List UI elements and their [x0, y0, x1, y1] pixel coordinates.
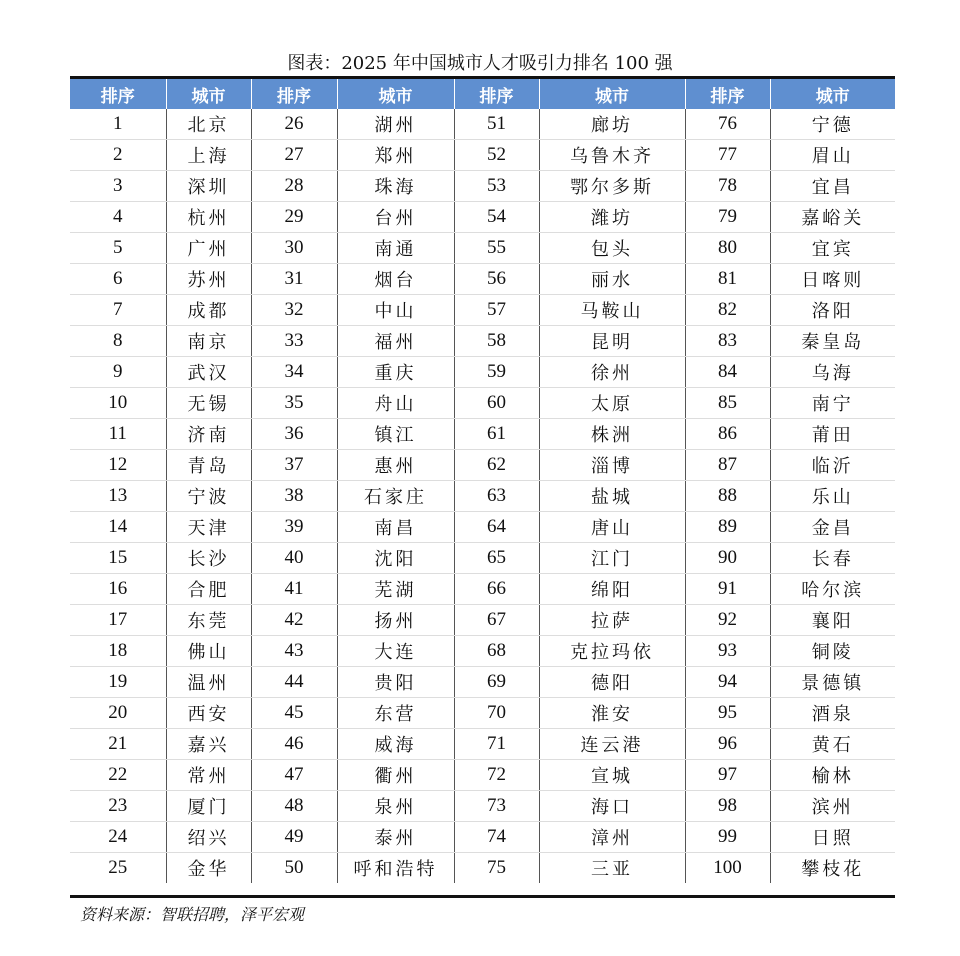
rank-cell: 82 — [685, 295, 770, 326]
city-cell: 合肥 — [166, 574, 251, 605]
rank-cell: 28 — [251, 171, 337, 202]
rank-cell: 54 — [454, 202, 539, 233]
table-row — [70, 233, 895, 264]
table-row — [70, 295, 895, 326]
rank-cell: 100 — [685, 853, 770, 884]
table-row — [70, 171, 895, 202]
rank-cell: 17 — [70, 605, 166, 636]
city-cell: 湖州 — [337, 109, 454, 140]
city-cell: 铜陵 — [770, 636, 895, 667]
city-cell: 金昌 — [770, 512, 895, 543]
table-row — [70, 140, 895, 171]
city-cell: 济南 — [166, 419, 251, 450]
rank-cell: 89 — [685, 512, 770, 543]
rank-cell: 74 — [454, 822, 539, 853]
city-cell: 襄阳 — [770, 605, 895, 636]
rank-cell: 6 — [70, 264, 166, 295]
city-cell: 乐山 — [770, 481, 895, 512]
rank-cell: 27 — [251, 140, 337, 171]
city-cell: 镇江 — [337, 419, 454, 450]
rank-cell: 10 — [70, 388, 166, 419]
header-rank: 排序 — [70, 79, 166, 109]
rank-cell: 41 — [251, 574, 337, 605]
table-row — [70, 264, 895, 295]
rank-cell: 66 — [454, 574, 539, 605]
city-cell: 宁德 — [770, 109, 895, 140]
city-cell: 丽水 — [539, 264, 685, 295]
rank-cell: 49 — [251, 822, 337, 853]
rank-cell: 99 — [685, 822, 770, 853]
rank-cell: 35 — [251, 388, 337, 419]
city-cell: 惠州 — [337, 450, 454, 481]
city-cell: 嘉峪关 — [770, 202, 895, 233]
rank-cell: 93 — [685, 636, 770, 667]
city-cell: 眉山 — [770, 140, 895, 171]
rank-cell: 67 — [454, 605, 539, 636]
rank-cell: 9 — [70, 357, 166, 388]
header-rank: 排序 — [454, 79, 539, 109]
table-row — [70, 450, 895, 481]
rank-cell: 64 — [454, 512, 539, 543]
city-cell: 重庆 — [337, 357, 454, 388]
rank-cell: 38 — [251, 481, 337, 512]
header-city: 城市 — [539, 79, 685, 109]
city-cell: 北京 — [166, 109, 251, 140]
table-body — [70, 109, 895, 883]
city-cell: 克拉玛依 — [539, 636, 685, 667]
city-cell: 佛山 — [166, 636, 251, 667]
rank-cell: 20 — [70, 698, 166, 729]
city-cell: 舟山 — [337, 388, 454, 419]
rank-cell: 85 — [685, 388, 770, 419]
table-row — [70, 636, 895, 667]
rank-cell: 61 — [454, 419, 539, 450]
rank-cell: 91 — [685, 574, 770, 605]
rank-cell: 52 — [454, 140, 539, 171]
rank-cell: 39 — [251, 512, 337, 543]
city-cell: 滨州 — [770, 791, 895, 822]
city-cell: 哈尔滨 — [770, 574, 895, 605]
rank-cell: 13 — [70, 481, 166, 512]
rank-cell: 53 — [454, 171, 539, 202]
city-cell: 常州 — [166, 760, 251, 791]
city-cell: 太原 — [539, 388, 685, 419]
rank-cell: 56 — [454, 264, 539, 295]
city-cell: 杭州 — [166, 202, 251, 233]
city-cell: 衢州 — [337, 760, 454, 791]
city-cell: 唐山 — [539, 512, 685, 543]
table-row — [70, 605, 895, 636]
rank-cell: 32 — [251, 295, 337, 326]
city-cell: 榆林 — [770, 760, 895, 791]
city-cell: 呼和浩特 — [337, 853, 454, 884]
rank-cell: 33 — [251, 326, 337, 357]
city-cell: 温州 — [166, 667, 251, 698]
rank-cell: 43 — [251, 636, 337, 667]
city-cell: 淄博 — [539, 450, 685, 481]
city-cell: 沈阳 — [337, 543, 454, 574]
rank-cell: 83 — [685, 326, 770, 357]
table-row — [70, 388, 895, 419]
city-cell: 泰州 — [337, 822, 454, 853]
rank-cell: 1 — [70, 109, 166, 140]
city-cell: 徐州 — [539, 357, 685, 388]
rank-cell: 46 — [251, 729, 337, 760]
city-cell: 长沙 — [166, 543, 251, 574]
table-row — [70, 574, 895, 605]
table-title: 图表：2025 年中国城市人才吸引力排名 100 强 — [287, 53, 673, 74]
city-cell: 莆田 — [770, 419, 895, 450]
rank-cell: 2 — [70, 140, 166, 171]
table-row — [70, 512, 895, 543]
city-cell: 大连 — [337, 636, 454, 667]
city-cell: 南宁 — [770, 388, 895, 419]
city-cell: 乌海 — [770, 357, 895, 388]
city-cell: 乌鲁木齐 — [539, 140, 685, 171]
city-cell: 苏州 — [166, 264, 251, 295]
rank-cell: 37 — [251, 450, 337, 481]
rank-cell: 62 — [454, 450, 539, 481]
rank-cell: 40 — [251, 543, 337, 574]
rank-cell: 30 — [251, 233, 337, 264]
rank-cell: 51 — [454, 109, 539, 140]
rank-cell: 47 — [251, 760, 337, 791]
city-cell: 珠海 — [337, 171, 454, 202]
table-row — [70, 853, 895, 884]
city-cell: 株洲 — [539, 419, 685, 450]
city-cell: 西安 — [166, 698, 251, 729]
rank-cell: 94 — [685, 667, 770, 698]
city-cell: 潍坊 — [539, 202, 685, 233]
city-cell: 威海 — [337, 729, 454, 760]
city-cell: 石家庄 — [337, 481, 454, 512]
rank-cell: 19 — [70, 667, 166, 698]
city-cell: 酒泉 — [770, 698, 895, 729]
header-city: 城市 — [770, 79, 895, 109]
city-cell: 漳州 — [539, 822, 685, 853]
table-row — [70, 791, 895, 822]
rank-cell: 5 — [70, 233, 166, 264]
city-cell: 南京 — [166, 326, 251, 357]
city-cell: 长春 — [770, 543, 895, 574]
rank-cell: 29 — [251, 202, 337, 233]
rank-cell: 12 — [70, 450, 166, 481]
rank-cell: 26 — [251, 109, 337, 140]
rank-cell: 73 — [454, 791, 539, 822]
city-cell: 临沂 — [770, 450, 895, 481]
rank-cell: 36 — [251, 419, 337, 450]
rank-cell: 34 — [251, 357, 337, 388]
rank-cell: 4 — [70, 202, 166, 233]
city-cell: 东莞 — [166, 605, 251, 636]
city-cell: 厦门 — [166, 791, 251, 822]
city-cell: 绵阳 — [539, 574, 685, 605]
city-cell: 日照 — [770, 822, 895, 853]
rank-cell: 65 — [454, 543, 539, 574]
city-cell: 日喀则 — [770, 264, 895, 295]
rank-cell: 48 — [251, 791, 337, 822]
rank-cell: 11 — [70, 419, 166, 450]
city-cell: 成都 — [166, 295, 251, 326]
rank-cell: 58 — [454, 326, 539, 357]
rank-cell: 81 — [685, 264, 770, 295]
city-cell: 无锡 — [166, 388, 251, 419]
rank-cell: 50 — [251, 853, 337, 884]
city-cell: 芜湖 — [337, 574, 454, 605]
rank-cell: 70 — [454, 698, 539, 729]
rank-cell: 97 — [685, 760, 770, 791]
rank-cell: 63 — [454, 481, 539, 512]
city-cell: 青岛 — [166, 450, 251, 481]
table-row — [70, 760, 895, 791]
header-row — [70, 79, 895, 109]
rank-cell: 78 — [685, 171, 770, 202]
rank-cell: 55 — [454, 233, 539, 264]
table-row — [70, 481, 895, 512]
table-row — [70, 109, 895, 140]
city-cell: 盐城 — [539, 481, 685, 512]
rank-cell: 25 — [70, 853, 166, 884]
rank-cell: 14 — [70, 512, 166, 543]
rank-cell: 22 — [70, 760, 166, 791]
rank-cell: 95 — [685, 698, 770, 729]
city-cell: 宜昌 — [770, 171, 895, 202]
city-cell: 三亚 — [539, 853, 685, 884]
table-row — [70, 822, 895, 853]
city-cell: 泉州 — [337, 791, 454, 822]
rank-cell: 45 — [251, 698, 337, 729]
city-cell: 广州 — [166, 233, 251, 264]
rank-cell: 71 — [454, 729, 539, 760]
rank-cell: 44 — [251, 667, 337, 698]
rank-cell: 86 — [685, 419, 770, 450]
city-cell: 南昌 — [337, 512, 454, 543]
city-cell: 鄂尔多斯 — [539, 171, 685, 202]
city-cell: 中山 — [337, 295, 454, 326]
rank-cell: 90 — [685, 543, 770, 574]
city-cell: 海口 — [539, 791, 685, 822]
table-row — [70, 543, 895, 574]
city-cell: 贵阳 — [337, 667, 454, 698]
rank-cell: 96 — [685, 729, 770, 760]
ranking-table — [70, 79, 895, 883]
table-row — [70, 326, 895, 357]
rank-cell: 42 — [251, 605, 337, 636]
rank-cell: 23 — [70, 791, 166, 822]
header-rank: 排序 — [251, 79, 337, 109]
city-cell: 秦皇岛 — [770, 326, 895, 357]
rank-cell: 75 — [454, 853, 539, 884]
city-cell: 扬州 — [337, 605, 454, 636]
rank-cell: 80 — [685, 233, 770, 264]
rank-cell: 57 — [454, 295, 539, 326]
city-cell: 洛阳 — [770, 295, 895, 326]
rank-cell: 60 — [454, 388, 539, 419]
city-cell: 拉萨 — [539, 605, 685, 636]
city-cell: 东营 — [337, 698, 454, 729]
city-cell: 包头 — [539, 233, 685, 264]
rank-cell: 87 — [685, 450, 770, 481]
bottom-rule — [70, 895, 895, 898]
city-cell: 宁波 — [166, 481, 251, 512]
rank-cell: 72 — [454, 760, 539, 791]
city-cell: 景德镇 — [770, 667, 895, 698]
city-cell: 台州 — [337, 202, 454, 233]
table-row — [70, 729, 895, 760]
city-cell: 宜宾 — [770, 233, 895, 264]
rank-cell: 7 — [70, 295, 166, 326]
rank-cell: 84 — [685, 357, 770, 388]
city-cell: 德阳 — [539, 667, 685, 698]
city-cell: 黄石 — [770, 729, 895, 760]
header-city: 城市 — [337, 79, 454, 109]
city-cell: 上海 — [166, 140, 251, 171]
city-cell: 金华 — [166, 853, 251, 884]
city-cell: 宣城 — [539, 760, 685, 791]
header-rank: 排序 — [685, 79, 770, 109]
city-cell: 马鞍山 — [539, 295, 685, 326]
city-cell: 淮安 — [539, 698, 685, 729]
rank-cell: 88 — [685, 481, 770, 512]
source-note: 资料来源：智联招聘，泽平宏观 — [80, 905, 305, 924]
table-row — [70, 357, 895, 388]
rank-cell: 69 — [454, 667, 539, 698]
city-cell: 南通 — [337, 233, 454, 264]
rank-cell: 68 — [454, 636, 539, 667]
city-cell: 江门 — [539, 543, 685, 574]
city-cell: 昆明 — [539, 326, 685, 357]
rank-cell: 21 — [70, 729, 166, 760]
rank-cell: 15 — [70, 543, 166, 574]
rank-cell: 92 — [685, 605, 770, 636]
header-city: 城市 — [166, 79, 251, 109]
rank-cell: 8 — [70, 326, 166, 357]
rank-cell: 59 — [454, 357, 539, 388]
city-cell: 武汉 — [166, 357, 251, 388]
rank-cell: 98 — [685, 791, 770, 822]
city-cell: 廊坊 — [539, 109, 685, 140]
table-row — [70, 667, 895, 698]
rank-cell: 79 — [685, 202, 770, 233]
city-cell: 嘉兴 — [166, 729, 251, 760]
city-cell: 攀枝花 — [801, 859, 865, 880]
city-cell: 福州 — [337, 326, 454, 357]
rank-cell: 76 — [685, 109, 770, 140]
rank-cell: 18 — [70, 636, 166, 667]
table-row — [70, 202, 895, 233]
rank-cell: 3 — [70, 171, 166, 202]
rank-cell: 31 — [251, 264, 337, 295]
rank-cell: 77 — [685, 140, 770, 171]
city-cell: 深圳 — [166, 171, 251, 202]
city-cell: 天津 — [166, 512, 251, 543]
table-row — [70, 419, 895, 450]
rank-cell: 24 — [70, 822, 166, 853]
city-cell: 郑州 — [337, 140, 454, 171]
city-cell: 烟台 — [337, 264, 454, 295]
city-cell: 连云港 — [539, 729, 685, 760]
city-cell: 绍兴 — [166, 822, 251, 853]
table-row — [70, 698, 895, 729]
rank-cell: 16 — [70, 574, 166, 605]
